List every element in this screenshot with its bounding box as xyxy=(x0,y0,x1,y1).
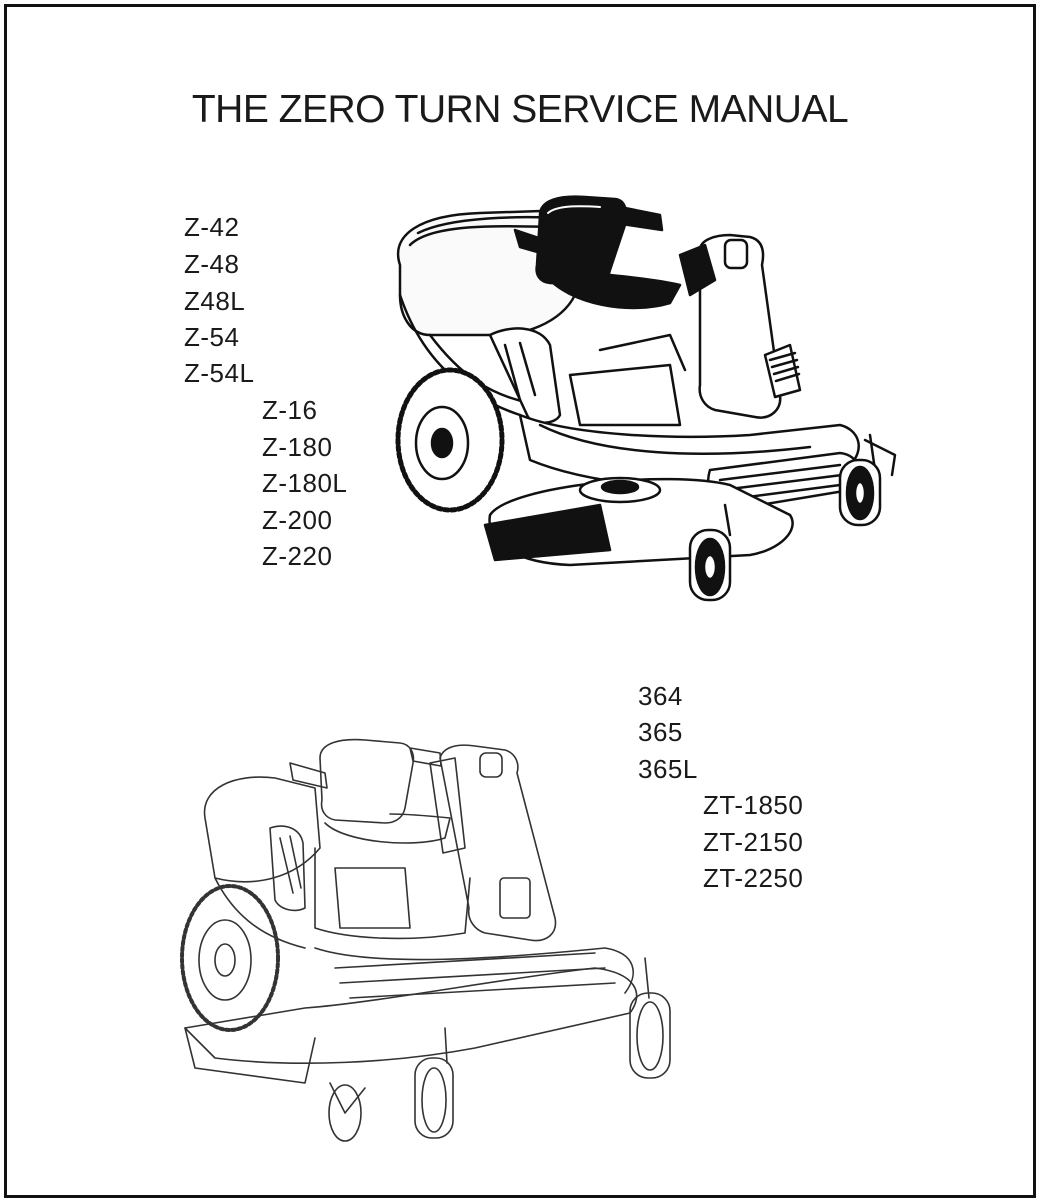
model-label: Z-180L xyxy=(262,468,348,498)
model-label: Z-42 xyxy=(184,212,240,242)
model-label: Z-220 xyxy=(262,541,333,571)
mower-illustration-bottom xyxy=(175,728,695,1188)
model-label: ZT-2150 xyxy=(703,827,804,857)
model-label: Z-48 xyxy=(184,249,240,279)
model-label: Z-54L xyxy=(184,358,255,388)
model-label: 365L xyxy=(638,754,698,784)
model-label: Z-16 xyxy=(262,395,318,425)
model-label: ZT-2250 xyxy=(703,863,804,893)
model-label: 365 xyxy=(638,717,683,747)
model-label: Z-54 xyxy=(184,322,240,352)
model-label: 364 xyxy=(638,681,683,711)
manual-title: THE ZERO TURN SERVICE MANUAL xyxy=(191,88,849,131)
model-label: ZT-1850 xyxy=(703,790,804,820)
model-label: Z48L xyxy=(184,286,246,316)
mower-illustration-top xyxy=(370,185,910,615)
model-label: Z-200 xyxy=(262,505,333,535)
model-label: Z-180 xyxy=(262,432,333,462)
